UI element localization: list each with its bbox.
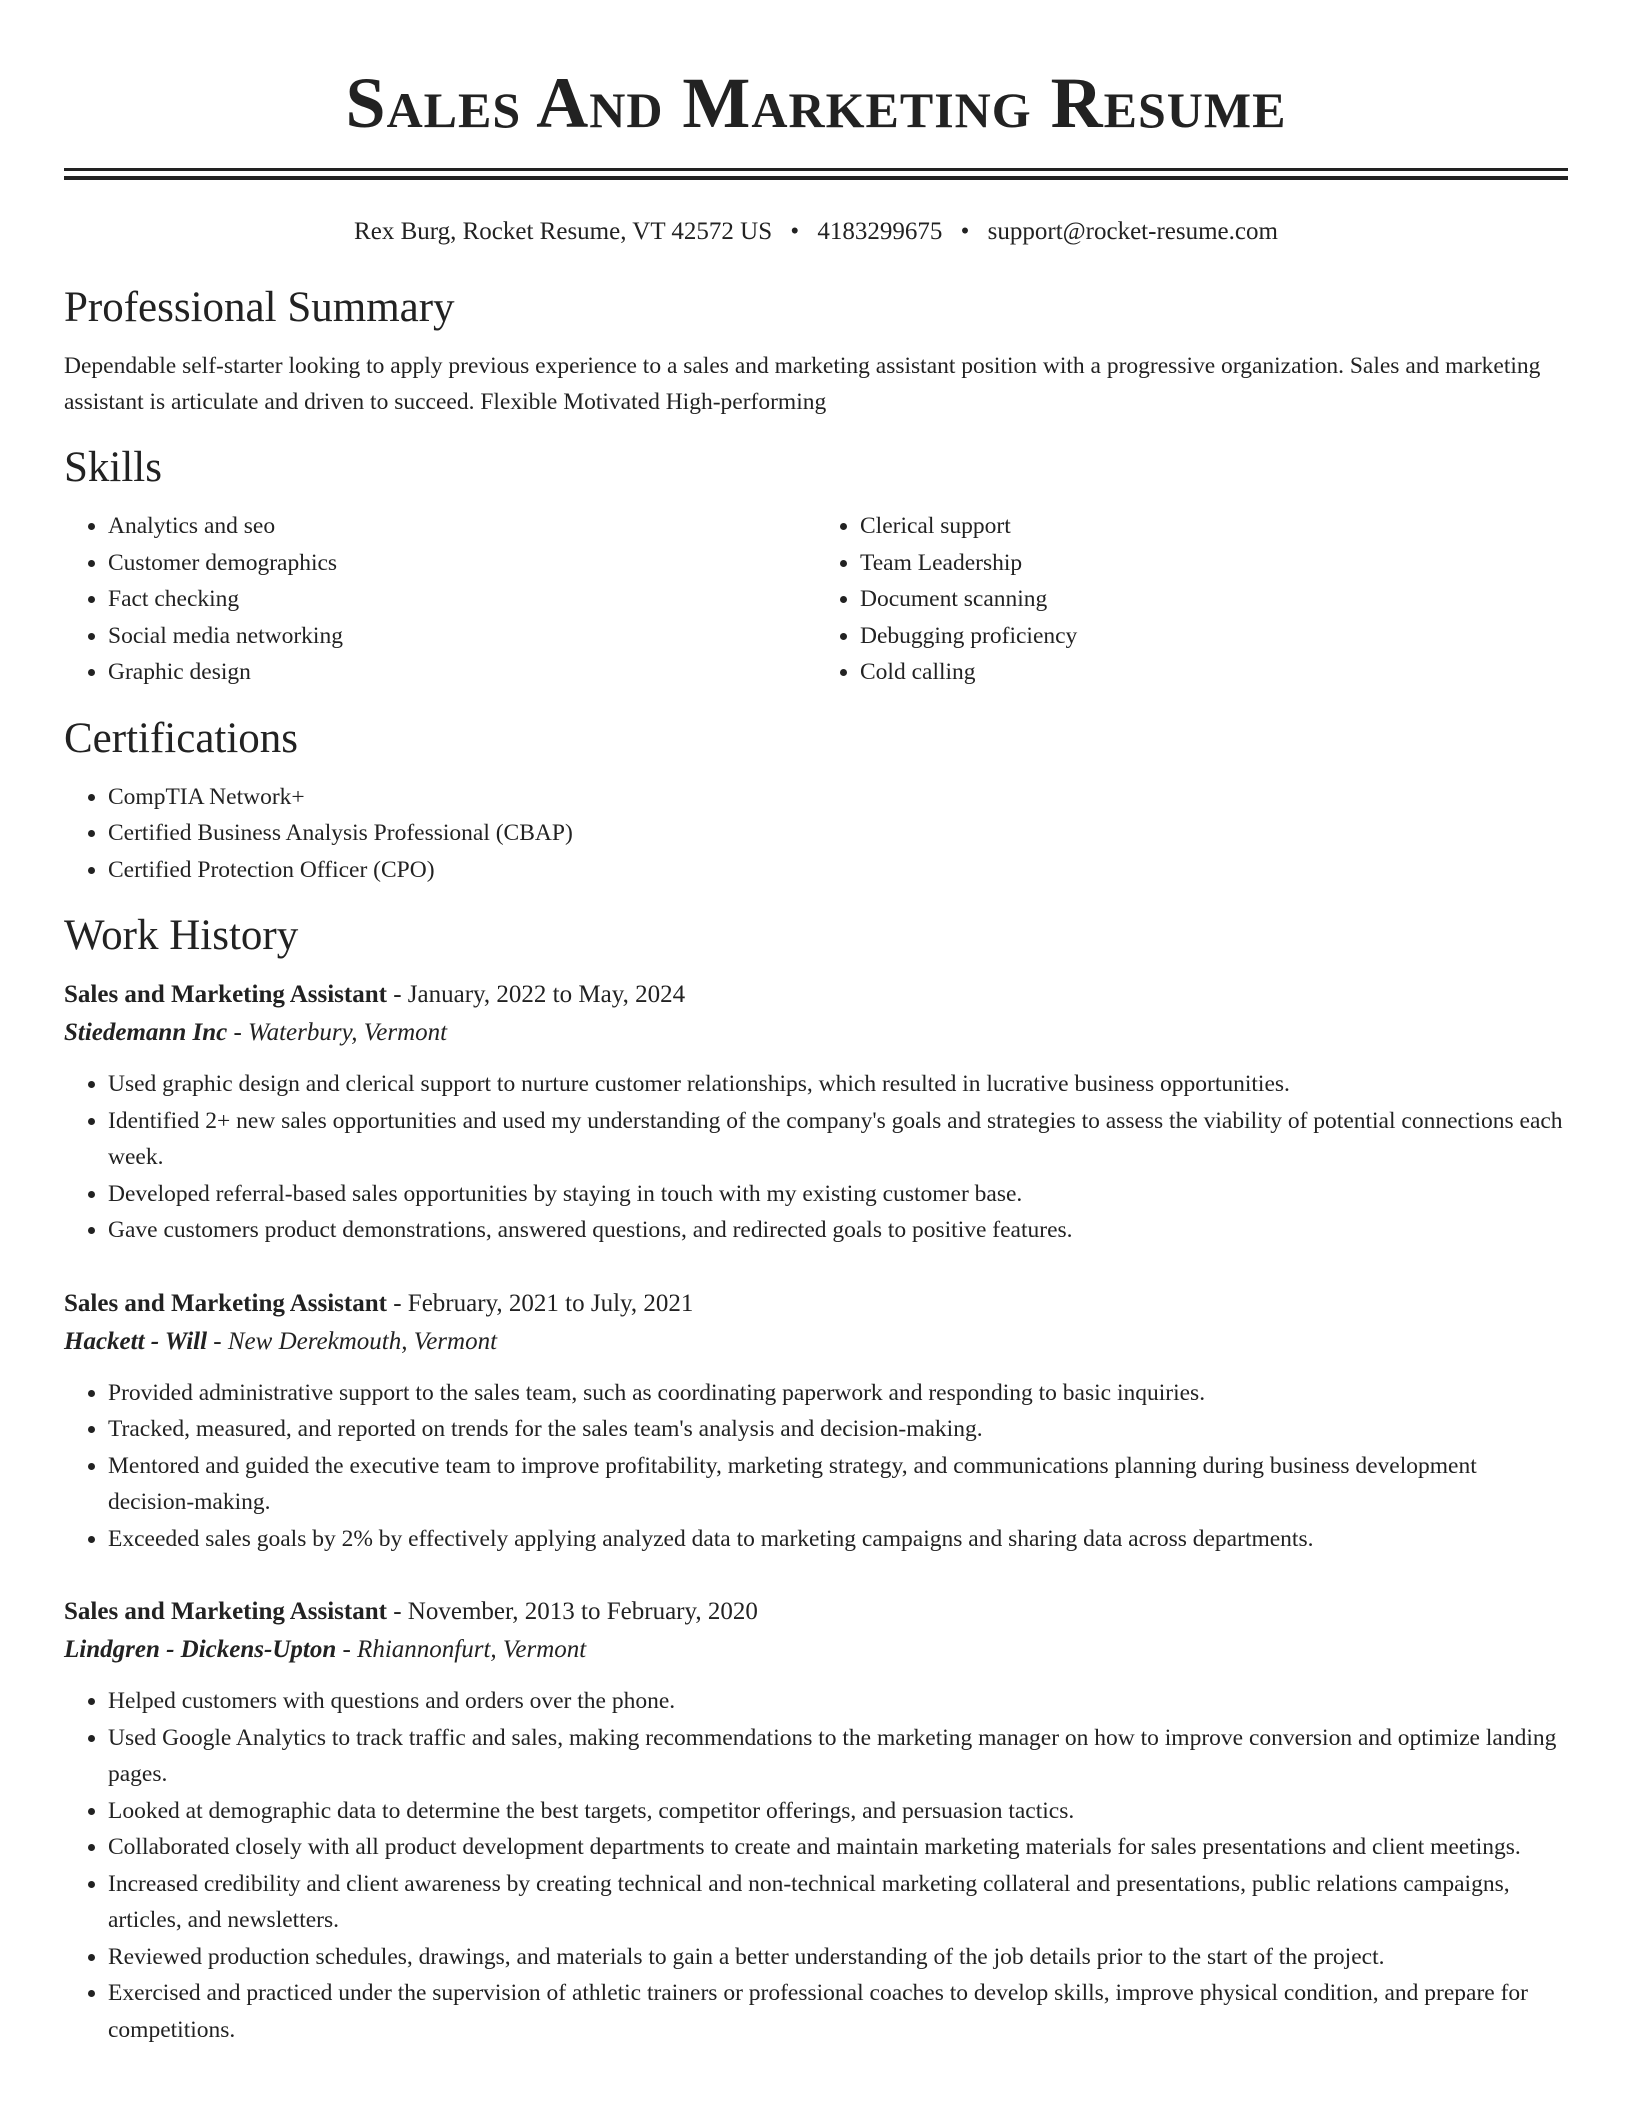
certification-item: • Certified Protection Officer (CPO) <box>108 852 1568 889</box>
skill-item: • Clerical support <box>860 508 1568 545</box>
work-history-heading: Work History <box>64 912 299 959</box>
job-company: Hackett - Will <box>64 1327 208 1355</box>
title-rule-top <box>64 168 1568 171</box>
skills-list-right <box>816 508 1568 691</box>
job-bullet: • Mentored and guided the executive team to improve profitability, marketing strategy, and communications planning during business development decision-making. <box>108 1448 1568 1521</box>
skills-heading: Skills <box>64 444 162 491</box>
contact-address: Rex Burg, Rocket Resume, VT 42572 US <box>354 218 773 245</box>
certifications-heading: Certifications <box>64 714 299 762</box>
skill-item: • Social media networking <box>108 618 816 655</box>
job-title: Sales and Marketing Assistant <box>64 981 387 1008</box>
job-employer <box>64 1631 1568 1669</box>
job-bullet: • Used Google Analytics to track traffic and sales, making recommendations to the marketing manager on how to improve conversion and optimize landing pages. <box>108 1720 1568 1793</box>
job-bullets <box>64 1683 1568 2048</box>
contact-email: support@rocket-resume.com <box>987 218 1278 245</box>
job-dates: - November, 2013 to February, 2020 <box>386 1598 758 1625</box>
summary-heading: Professional Summary <box>64 284 455 331</box>
job-title: Sales and Marketing Assistant <box>64 1598 387 1625</box>
job-header <box>64 976 1568 1014</box>
skills-columns <box>64 508 1568 691</box>
job-bullets <box>64 1066 1568 1249</box>
skill-item: • Debugging proficiency <box>860 618 1568 655</box>
job-bullet: • Used graphic design and clerical support to nurture customer relationships, which resulted in lucrative business opportunities. <box>108 1066 1568 1103</box>
job-bullet: • Exceeded sales goals by 2% by effectively applying analyzed data to marketing campaigns and sharing data across departments. <box>108 1521 1568 1558</box>
title-rule-bottom <box>64 176 1568 180</box>
job-bullet: • Tracked, measured, and reported on trends for the sales team's analysis and decision-making. <box>108 1411 1568 1448</box>
skill-item: • Fact checking <box>108 581 816 618</box>
job-bullet: • Gave customers product demonstrations, answered questions, and redirected goals to positive features. <box>108 1212 1568 1249</box>
skill-item: • Team Leadership <box>860 545 1568 582</box>
job-company: Stiedemann Inc <box>64 1019 228 1046</box>
job-employer <box>64 1014 1568 1052</box>
resume-page <box>64 0 1568 2048</box>
skills-list-left <box>64 508 816 691</box>
job-header <box>64 1285 1568 1323</box>
job-bullet: • Developed referral-based sales opportunities by staying in touch with my existing customer base. <box>108 1176 1568 1213</box>
skill-item: • Document scanning <box>860 581 1568 618</box>
job-entry <box>64 976 1568 1249</box>
job-dates: - January, 2022 to May, 2024 <box>386 981 686 1008</box>
certification-item: • Certified Business Analysis Professional (CBAP) <box>108 815 1568 852</box>
job-header <box>64 1593 1568 1631</box>
job-bullet: • Identified 2+ new sales opportunities and used my understanding of the company's goals and strategies to assess the viability of potential connections each week. <box>108 1103 1568 1176</box>
job-dates: - February, 2021 to July, 2021 <box>386 1289 694 1317</box>
certifications-list <box>64 779 1568 889</box>
certification-item: • CompTIA Network+ <box>108 779 1568 816</box>
skill-item: • Cold calling <box>860 654 1568 691</box>
job-bullet: • Increased credibility and client awareness by creating technical and non-technical marketing collateral and presentations, public relations campaigns, articles, and newsletters. <box>108 1866 1568 1939</box>
resume-title: Sales And Marketing Resume <box>345 63 1287 143</box>
job-bullet: • Helped customers with questions and orders over the phone. <box>108 1683 1568 1720</box>
job-location: - New Derekmouth, Vermont <box>207 1327 498 1355</box>
job-title: Sales and Marketing Assistant <box>64 1289 387 1317</box>
skill-item: • Graphic design <box>108 654 816 691</box>
job-employer <box>64 1323 1568 1361</box>
job-entry <box>64 1285 1568 1558</box>
skill-item: • Analytics and seo <box>108 508 816 545</box>
job-bullet: • Looked at demographic data to determine the best targets, competitor offerings, and persuasion tactics. <box>108 1793 1568 1830</box>
job-bullets <box>64 1375 1568 1558</box>
job-bullet: • Reviewed production schedules, drawings, and materials to gain a better understanding of the job details prior to the start of the project. <box>108 1939 1568 1976</box>
job-location: - Rhiannonfurt, Vermont <box>336 1636 587 1663</box>
job-bullet: • Collaborated closely with all product development departments to create and maintain marketing materials for sales presentations and client meetings. <box>108 1829 1568 1866</box>
contact-line <box>64 216 1568 248</box>
contact-separator: • <box>960 218 970 245</box>
contact-phone: 4183299675 <box>817 218 943 245</box>
job-entry <box>64 1593 1568 2048</box>
summary-text: Dependable self-starter looking to apply previous experience to a sales and marketing assistant position with a progressive organization. Sales and marketing assistant is articulate and driven to succeed. Flexible Motivated High-performing <box>64 353 1541 415</box>
job-location: - Waterbury, Vermont <box>227 1019 448 1046</box>
job-company: Lindgren - Dickens-Upton <box>64 1636 337 1663</box>
job-bullet: • Provided administrative support to the sales team, such as coordinating paperwork and responding to basic inquiries. <box>108 1375 1568 1412</box>
skill-item: • Customer demographics <box>108 545 816 582</box>
job-bullet: • Exercised and practiced under the supervision of athletic trainers or professional coaches to develop skills, improve physical condition, and prepare for competitions. <box>108 1975 1568 2048</box>
contact-separator: • <box>790 218 800 245</box>
